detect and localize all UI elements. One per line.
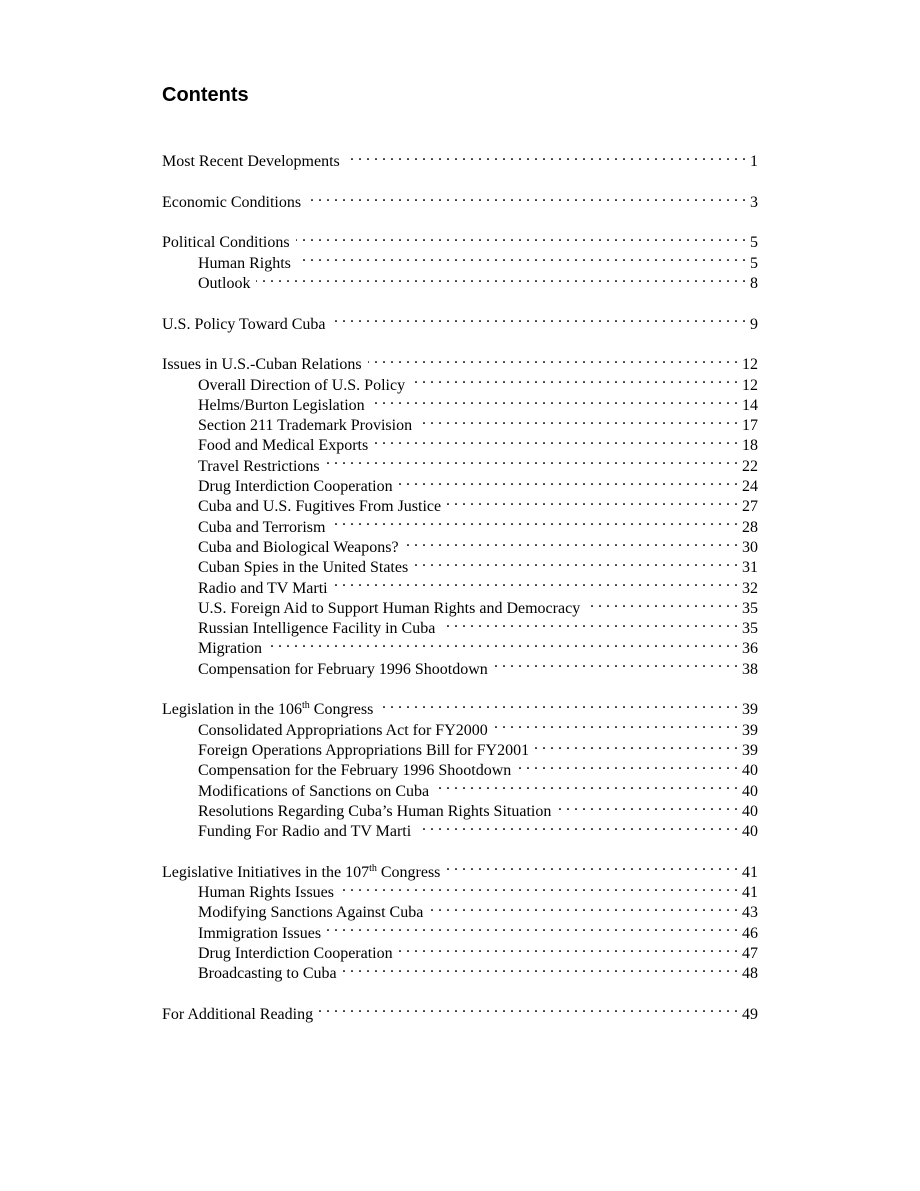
dot-leader — [307, 187, 746, 207]
dot-leader — [411, 369, 738, 389]
toc-page-number: 14 — [742, 396, 758, 414]
toc-entry-label-text: Immigration Issues — [198, 924, 322, 942]
ordinal-superscript: th — [369, 862, 377, 874]
toc-entry-label-text: U.S. Policy Toward Cuba — [162, 315, 326, 333]
dot-leader — [331, 511, 738, 531]
toc-entry-label-text: Travel Restrictions — [198, 457, 320, 475]
dot-leader — [517, 755, 738, 775]
dot-leader — [535, 735, 738, 755]
toc-entry-label-text: Funding For Radio and TV Marti — [198, 823, 412, 841]
toc-page-number: 24 — [742, 478, 758, 496]
toc-entry-label-text: Food and Medical Exports — [198, 437, 369, 455]
toc-section-entry[interactable] — [162, 349, 758, 374]
dot-leader — [368, 349, 738, 369]
toc-entry-label — [162, 355, 362, 375]
toc-page-number: 39 — [742, 701, 758, 719]
toc-page-number: 41 — [742, 863, 758, 881]
toc-entry-label-text: Cuban Spies in the United States — [198, 559, 409, 577]
toc-entry-label-text: Economic Conditions — [162, 193, 302, 211]
toc-page-number: 28 — [742, 518, 758, 536]
toc-entry-label — [198, 721, 488, 741]
toc-entry-label — [198, 660, 488, 680]
toc-page-number: 40 — [742, 802, 758, 820]
toc-page-number: 17 — [742, 417, 758, 435]
toc-section-entry[interactable] — [162, 308, 758, 333]
dot-leader — [297, 247, 746, 267]
toc-page-number: 18 — [742, 437, 758, 455]
dot-leader — [343, 958, 738, 978]
dot-leader — [326, 450, 738, 470]
toc-page-number: 40 — [742, 762, 758, 780]
dot-leader — [340, 877, 738, 897]
toc-page-number: 38 — [742, 660, 758, 678]
toc-page-number: 5 — [750, 234, 758, 252]
toc-entry-label-text: Human Rights — [198, 254, 291, 272]
dot-leader — [417, 816, 738, 836]
dot-leader — [446, 856, 738, 876]
toc-page-number: 31 — [742, 559, 758, 577]
toc-page-number: 41 — [742, 883, 758, 901]
toc-page-number: 32 — [742, 579, 758, 597]
toc-section-entry[interactable] — [162, 856, 758, 881]
toc-entry-label-text: Migration — [198, 640, 262, 658]
dot-leader — [268, 633, 738, 653]
toc-page-number: 40 — [742, 782, 758, 800]
toc-entry-label — [198, 274, 250, 294]
dot-leader — [331, 308, 746, 328]
toc-entry-label-text: Russian Intelligence Facility in Cuba — [198, 620, 436, 638]
contents-heading: Contents — [162, 84, 249, 106]
toc-entry-label-text: Section 211 Trademark Provision — [198, 417, 413, 435]
dot-leader — [418, 410, 738, 430]
dot-leader — [441, 613, 738, 633]
toc-page-number: 49 — [742, 1005, 758, 1023]
toc-entry-label — [162, 315, 325, 335]
toc-entry-label-text: Resolutions Regarding Cuba’s Human Rights Situation — [198, 802, 552, 820]
dot-leader — [379, 694, 738, 714]
toc-entry-label — [162, 1005, 313, 1025]
toc-section-entry[interactable] — [162, 146, 758, 171]
toc-entry-label — [198, 924, 321, 944]
dot-leader — [319, 998, 738, 1018]
dot-leader — [405, 532, 738, 552]
toc-entry-label-text: For Additional Reading — [162, 1005, 314, 1023]
toc-entry-label — [162, 193, 301, 213]
toc-entry-label — [198, 782, 429, 802]
toc-page-number: 8 — [750, 275, 758, 293]
dot-leader — [494, 653, 738, 673]
toc-page-number: 35 — [742, 599, 758, 617]
toc-entry-label-text: Helms/Burton Legislation — [198, 396, 365, 414]
toc-page-number: 36 — [742, 640, 758, 658]
dot-leader — [586, 593, 738, 613]
toc-entry-label-text: Broadcasting to Cuba — [198, 965, 337, 983]
toc-entry-label — [198, 538, 399, 558]
toc-entry-label-text: Cuba and U.S. Fugitives From Justice — [198, 498, 442, 516]
toc-entry-label — [198, 883, 334, 903]
toc-page-number: 39 — [742, 741, 758, 759]
toc-entry-label-text: U.S. Foreign Aid to Support Human Rights and Democracy — [198, 599, 581, 617]
toc-section-entry[interactable] — [162, 227, 758, 252]
toc-section-entry[interactable] — [162, 694, 758, 719]
dot-leader — [414, 552, 738, 572]
toc-page-number: 1 — [750, 153, 758, 171]
toc-page-number: 46 — [742, 924, 758, 942]
dot-leader — [346, 146, 746, 166]
toc-page-number: 9 — [750, 315, 758, 333]
toc-entry-label-text: Foreign Operations Appropriations Bill for FY2001 — [198, 741, 530, 759]
toc-page-number: 12 — [742, 356, 758, 374]
table-of-contents — [162, 146, 758, 1023]
dot-leader — [557, 796, 738, 816]
toc-entry-label-text: Legislation in the 106 — [162, 701, 302, 719]
dot-leader — [334, 572, 738, 592]
toc-entry-label-text: Legislative Initiatives in the 107 — [162, 863, 370, 881]
dot-leader — [371, 390, 738, 410]
dot-leader — [399, 471, 738, 491]
toc-entry-label — [162, 700, 373, 720]
dot-leader — [296, 227, 746, 247]
toc-entry-label-text: Radio and TV Marti — [198, 579, 328, 597]
toc-entry-label — [198, 457, 320, 477]
toc-entry-label — [198, 964, 337, 984]
dot-leader — [327, 917, 738, 937]
toc-page-number: 5 — [750, 254, 758, 272]
toc-entry-label-text: Consolidated Appropriations Act for FY2000 — [198, 721, 488, 739]
toc-entry-label — [198, 477, 393, 497]
toc-page-number: 40 — [742, 823, 758, 841]
toc-page-number: 35 — [742, 620, 758, 638]
toc-page-number: 27 — [742, 498, 758, 516]
toc-entry-label-text: Outlook — [198, 275, 251, 293]
toc-entry-label-text: Political Conditions — [162, 234, 290, 252]
toc-section-entry[interactable] — [162, 998, 758, 1023]
toc-page-number: 47 — [742, 944, 758, 962]
dot-leader — [435, 775, 738, 795]
toc-entry-label-text: Overall Direction of U.S. Policy — [198, 376, 406, 394]
toc-page-number: 48 — [742, 965, 758, 983]
toc-page-number: 12 — [742, 376, 758, 394]
dot-leader — [256, 268, 746, 288]
toc-entry-label-text: Drug Interdiction Cooperation — [198, 944, 393, 962]
toc-entry-label — [198, 518, 325, 538]
ordinal-superscript: th — [301, 700, 310, 712]
toc-page-number: 39 — [742, 721, 758, 739]
toc-page-number: 3 — [750, 193, 758, 211]
toc-entry-label — [198, 822, 411, 842]
dot-leader — [494, 714, 738, 734]
toc-entry-label-text: Cuba and Terrorism — [198, 518, 326, 536]
dot-leader — [429, 897, 738, 917]
toc-entry-label-text: Human Rights Issues — [198, 883, 334, 901]
toc-entry-label — [162, 233, 290, 253]
toc-entry-label — [198, 579, 328, 599]
toc-entry-label-text: Compensation for the February 1996 Shootdown — [198, 762, 512, 780]
toc-page-number: 22 — [742, 457, 758, 475]
dot-leader — [399, 938, 738, 958]
toc-entry-label-text: Drug Interdiction Cooperation — [198, 478, 393, 496]
toc-page-number: 30 — [742, 538, 758, 556]
dot-leader — [447, 491, 738, 511]
toc-entry-label-text: Modifying Sanctions Against Cuba — [198, 904, 424, 922]
toc-page-number: 43 — [742, 904, 758, 922]
toc-entry-label-suffix: Congress — [376, 863, 441, 881]
toc-entry-label — [162, 152, 340, 172]
toc-entry-label — [198, 396, 365, 416]
dot-leader — [374, 430, 738, 450]
toc-entry-label-text: Modifications of Sanctions on Cuba — [198, 782, 430, 800]
toc-entry-label-suffix: Congress — [309, 701, 374, 719]
toc-entry-label — [198, 741, 529, 761]
toc-entry-label-text: Compensation for February 1996 Shootdown — [198, 660, 488, 678]
toc-entry-label-text: Most Recent Developments — [162, 153, 340, 171]
toc-section-entry[interactable] — [162, 187, 758, 211]
toc-entry-label-text: Cuba and Biological Weapons? — [198, 538, 399, 556]
toc-entry-label-text: Issues in U.S.-Cuban Relations — [162, 356, 362, 374]
toc-entry-label — [198, 639, 262, 659]
